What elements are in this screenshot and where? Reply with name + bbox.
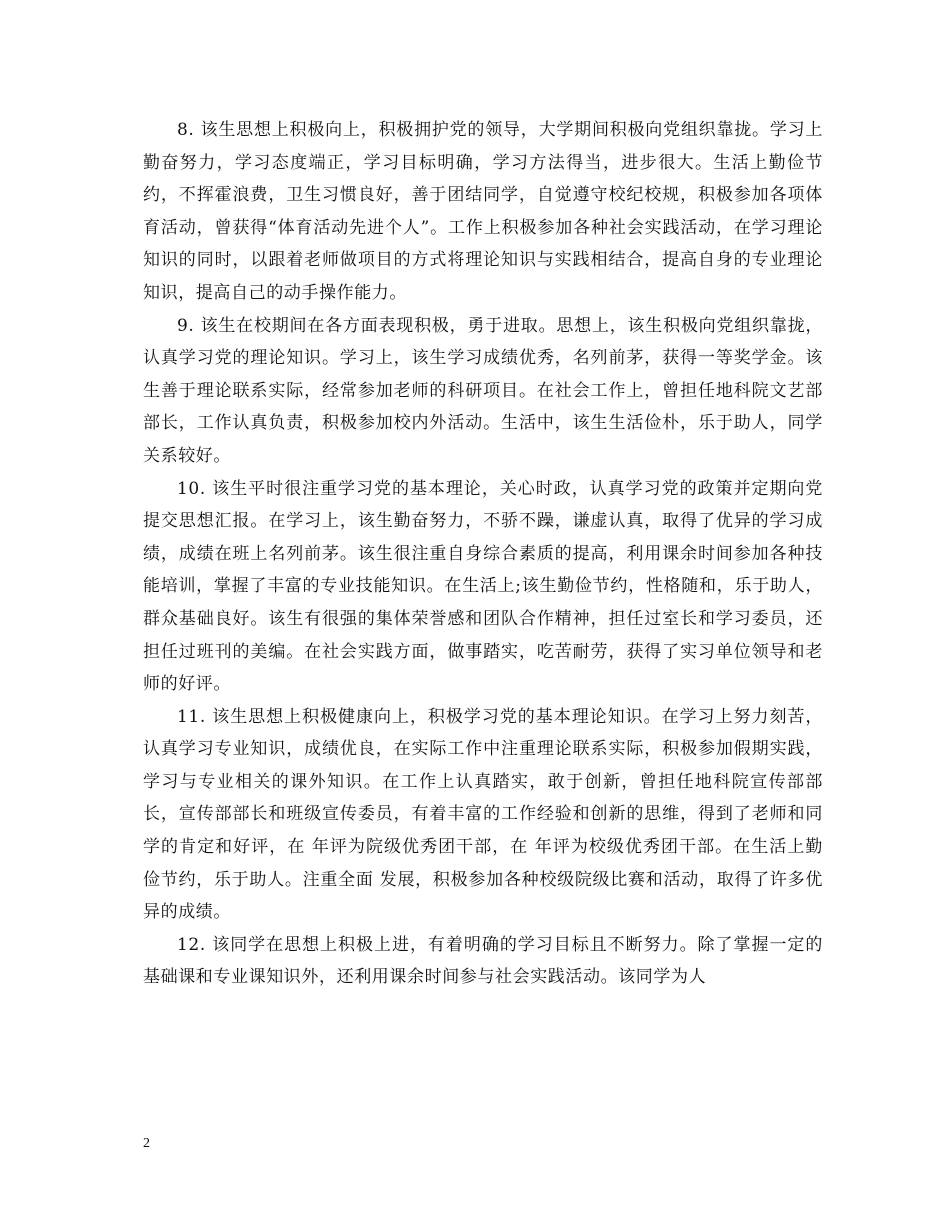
paragraph-8: 8. 该生思想上积极向上，积极拥护党的领导，大学期间积极向党组织靠拢。学习上勤奋努力，学习态度端正，学习目标明确，学习方法得当，进步很大。生活上勤俭节约，不挥霍浪费，卫生习惯良好，善于团结同学，自觉遵守校纪校规，积极参加各项体育活动，曾获得“体育活动先进个人”。工作上积极参加各种社会实践活动，在学习理论知识的同时，以跟着老师做项目的方式将理论知识与实践相结合，提高自身的专业理论知识，提高自己的动手操作能力。 — [143, 120, 823, 303]
paragraph-11: 11. 该生思想上积极健康向上，积极学习党的基本理论知识。在学习上努力刻苦，认真学习专业知识，成绩优良，在实际工作中注重理论联系实际，积极参加假期实践，学习与专业相关的课外知识。在工作上认真踏实，敢于创新，曾担任地科院宣传部部长，宣传部部长和班级宣传委员，有着丰富的工作经验和创新的思维，得到了老师和同学的肯定和好评，在 年评为院级优秀团干部，在 年评为校级优秀团干部。在生活上勤俭节约，乐于助人。注重全面 发展，积极参加各种校级院级比赛和活动，取得了许多优异的成绩。 — [143, 706, 823, 923]
paragraph-10: 10. 该生平时很注重学习党的基本理论，关心时政，认真学习党的政策并定期向党提交思想汇报。在学习上，该生勤奋努力，不骄不躁，谦虚认真，取得了优异的学习成绩，成绩在班上名列前茅。该生很注重自身综合素质的提高，利用课余时间参加各种技能培训，掌握了丰富的专业技能知识。在生活上;该生勤俭节约，性格随和，乐于助人，群众基础良好。该生有很强的集体荣誉感和团队合作精神，担任过室长和学习委员，还担任过班刊的美编。在社会实践方面，做事踏实，吃苦耐劳，获得了实习单位领导和老师的好评。 — [143, 478, 823, 695]
paragraph-12: 12. 该同学在思想上积极上进，有着明确的学习目标且不断努力。除了掌握一定的基础课和专业课知识外，还利用课余时间参与社会实践活动。该同学为人 — [143, 934, 823, 988]
document-body — [143, 114, 823, 994]
page-number: 2 — [143, 1136, 150, 1151]
paragraph-9: 9. 该生在校期间在各方面表现积极，勇于进取。思想上，该生积极向党组织靠拢，认真学习党的理论知识。学习上，该生学习成绩优秀，名列前茅，获得一等奖学金。该生善于理论联系实际，经常参加老师的科研项目。在社会工作上，曾担任地科院文艺部部长，工作认真负责，积极参加校内外活动。生活中，该生生活俭朴，乐于助人，同学关系较好。 — [143, 315, 823, 466]
